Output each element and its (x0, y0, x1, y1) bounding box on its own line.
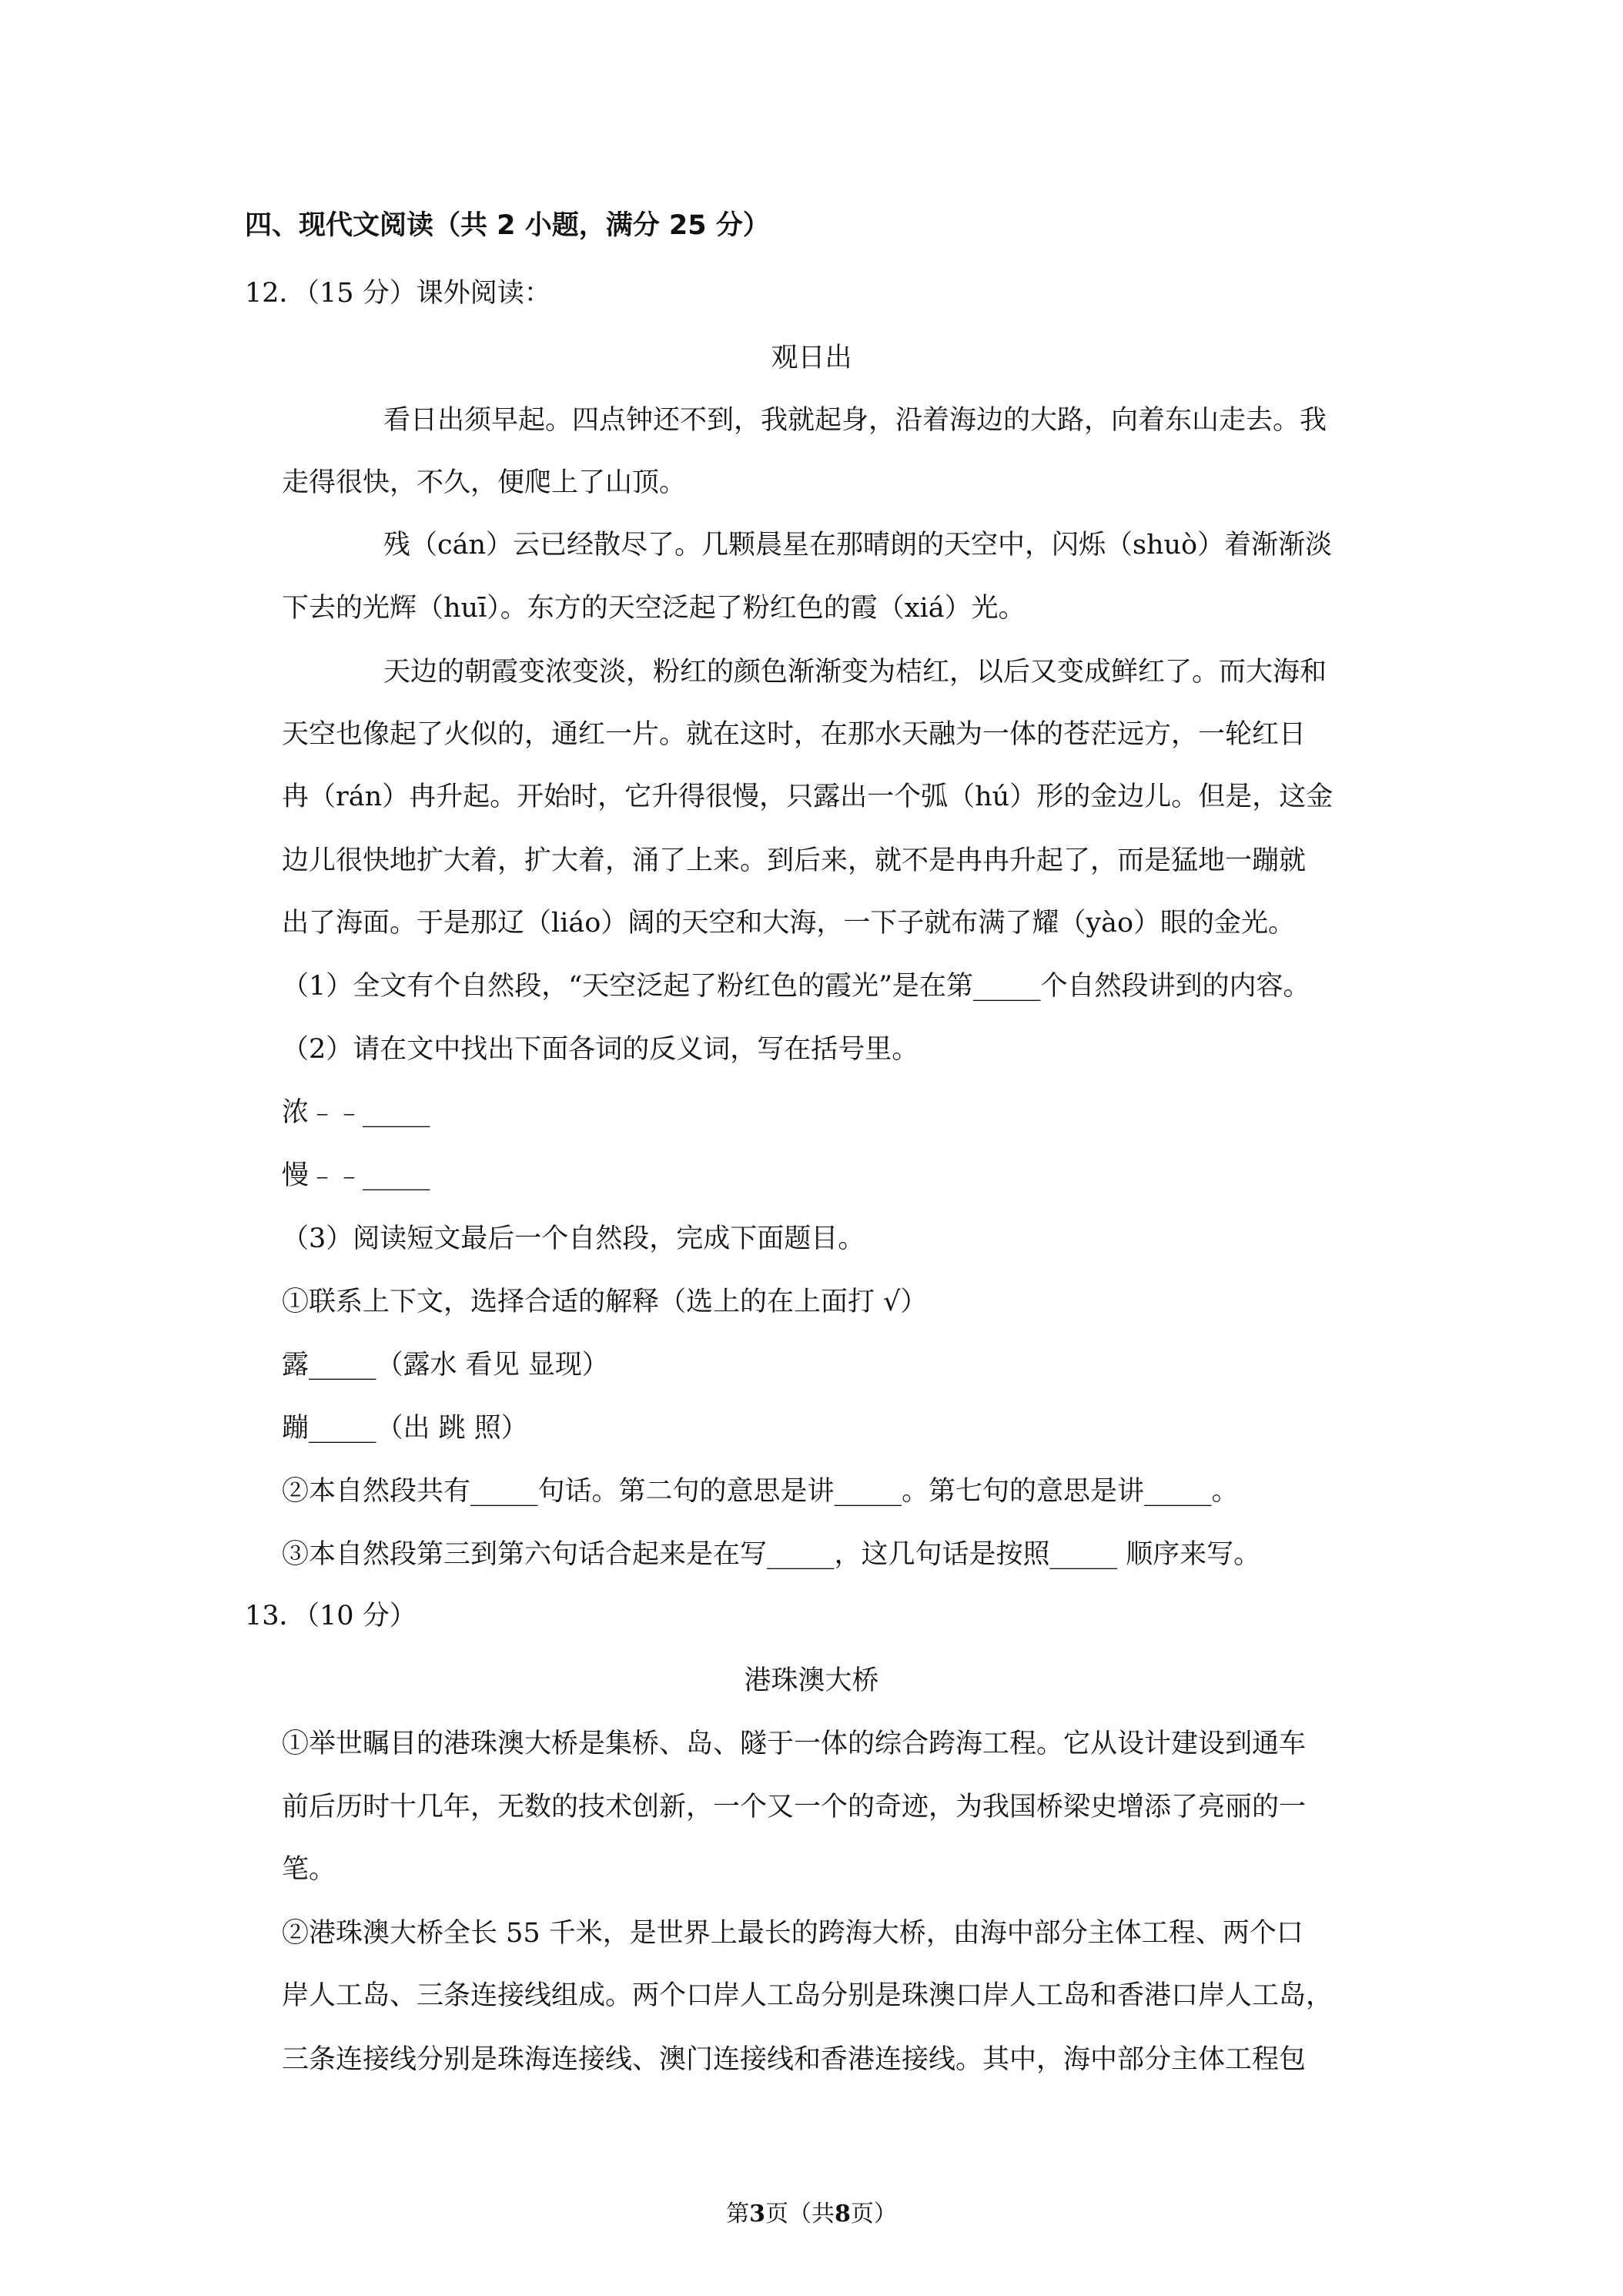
passage-line: 三条连接线分别是珠海连接线、澳门连接线和香港连接线。其中，海中部分主体工程包 (282, 2044, 1307, 2075)
passage-line: 笔。 (282, 1854, 336, 1885)
passage-line: 走得很快，不久，便爬上了山顶。 (282, 467, 687, 498)
passage-line: 前后历时十几年，无数的技术创新，一个又一个的奇迹，为我国桥梁史增添了亮丽的一 (282, 1792, 1307, 1822)
footer-prefix: 第 (726, 2201, 750, 2227)
question-item: （2）请在文中找出下面各词的反义词，写在括号里。 (282, 1034, 919, 1065)
question-item: （3）阅读短文最后一个自然段，完成下面题目。 (282, 1223, 865, 1254)
question-item: 浓﹣﹣_____ (282, 1097, 430, 1128)
question-item: （1）全文有个自然段，“天空泛起了粉红色的霞光”是在第_____个自然段讲到的内容。 (282, 971, 1310, 1002)
footer-suffix: 页） (850, 2201, 897, 2227)
passage-line: 看日出须早起。四点钟还不到，我就起身，沿着海边的大路，向着东山走去。我 (383, 405, 1327, 436)
passage-line: ②港珠澳大桥全长 55 千米，是世界上最长的跨海大桥，由海中部分主体工程、两个口 (282, 1918, 1303, 1949)
question-item: 慢﹣﹣_____ (282, 1160, 430, 1191)
footer-page-number: 3 (749, 2201, 765, 2227)
question-item: ②本自然段共有_____句话。第二句的意思是讲_____。第七句的意思是讲_____。 (282, 1476, 1239, 1507)
passage-line: 冉（rán）冉升起。开始时，它升得很慢，只露出一个弧（hú）形的金边儿。但是，这金 (282, 782, 1334, 812)
passage-title-sunrise: 观日出 (771, 343, 852, 373)
passage-line: 岸人工岛、三条连接线组成。两个口岸人工岛分别是珠澳口岸人工岛和香港口岸人工岛， (282, 1980, 1334, 2011)
section-heading: 四、现代文阅读（共 2 小题，满分 25 分） (245, 210, 770, 241)
passage-line: 下去的光辉（huī）。东方的天空泛起了粉红色的霞（xiá）光。 (282, 593, 1026, 624)
passage-title-bridge: 港珠澳大桥 (744, 1665, 879, 1696)
question-12-header: 12．（15 分）课外阅读： (245, 278, 551, 309)
question-13-header: 13．（10 分） (245, 1601, 417, 1632)
question-item: ①联系上下文，选择合适的解释（选上的在上面打 √） (282, 1287, 928, 1317)
footer-middle: 页（共 (765, 2201, 835, 2227)
passage-line: 残（cán）云已经散尽了。几颗晨星在那晴朗的天空中，闪烁（shuò）着渐渐淡 (383, 530, 1333, 561)
passage-line: 天边的朝霞变浓变淡，粉红的颜色渐渐变为桔红，以后又变成鲜红了。而大海和 (383, 657, 1327, 688)
passage-line: 出了海面。于是那辽（liáo）阔的天空和大海，一下子就布满了耀（yào）眼的金光。 (282, 908, 1296, 939)
passage-line: ①举世瞩目的港珠澳大桥是集桥、岛、隧于一体的综合跨海工程。它从设计建设到通车 (282, 1729, 1307, 1759)
footer-total-pages: 8 (835, 2201, 851, 2227)
question-item: 蹦_____（出 跳 照） (282, 1413, 528, 1444)
page-footer (0, 2199, 1623, 2230)
passage-line: 天空也像起了火似的，通红一片。就在这时，在那水天融为一体的苍茫远方，一轮红日 (282, 719, 1307, 750)
passage-line: 边儿很快地扩大着，扩大着，涌了上来。到后来，就不是冉冉升起了，而是猛地一蹦就 (282, 845, 1307, 876)
question-item: 露_____（露水 看见 显现） (282, 1350, 609, 1381)
question-item: ③本自然段第三到第六句话合起来是在写_____，这几句话是按照_____ 顺序来写。 (282, 1539, 1261, 1570)
